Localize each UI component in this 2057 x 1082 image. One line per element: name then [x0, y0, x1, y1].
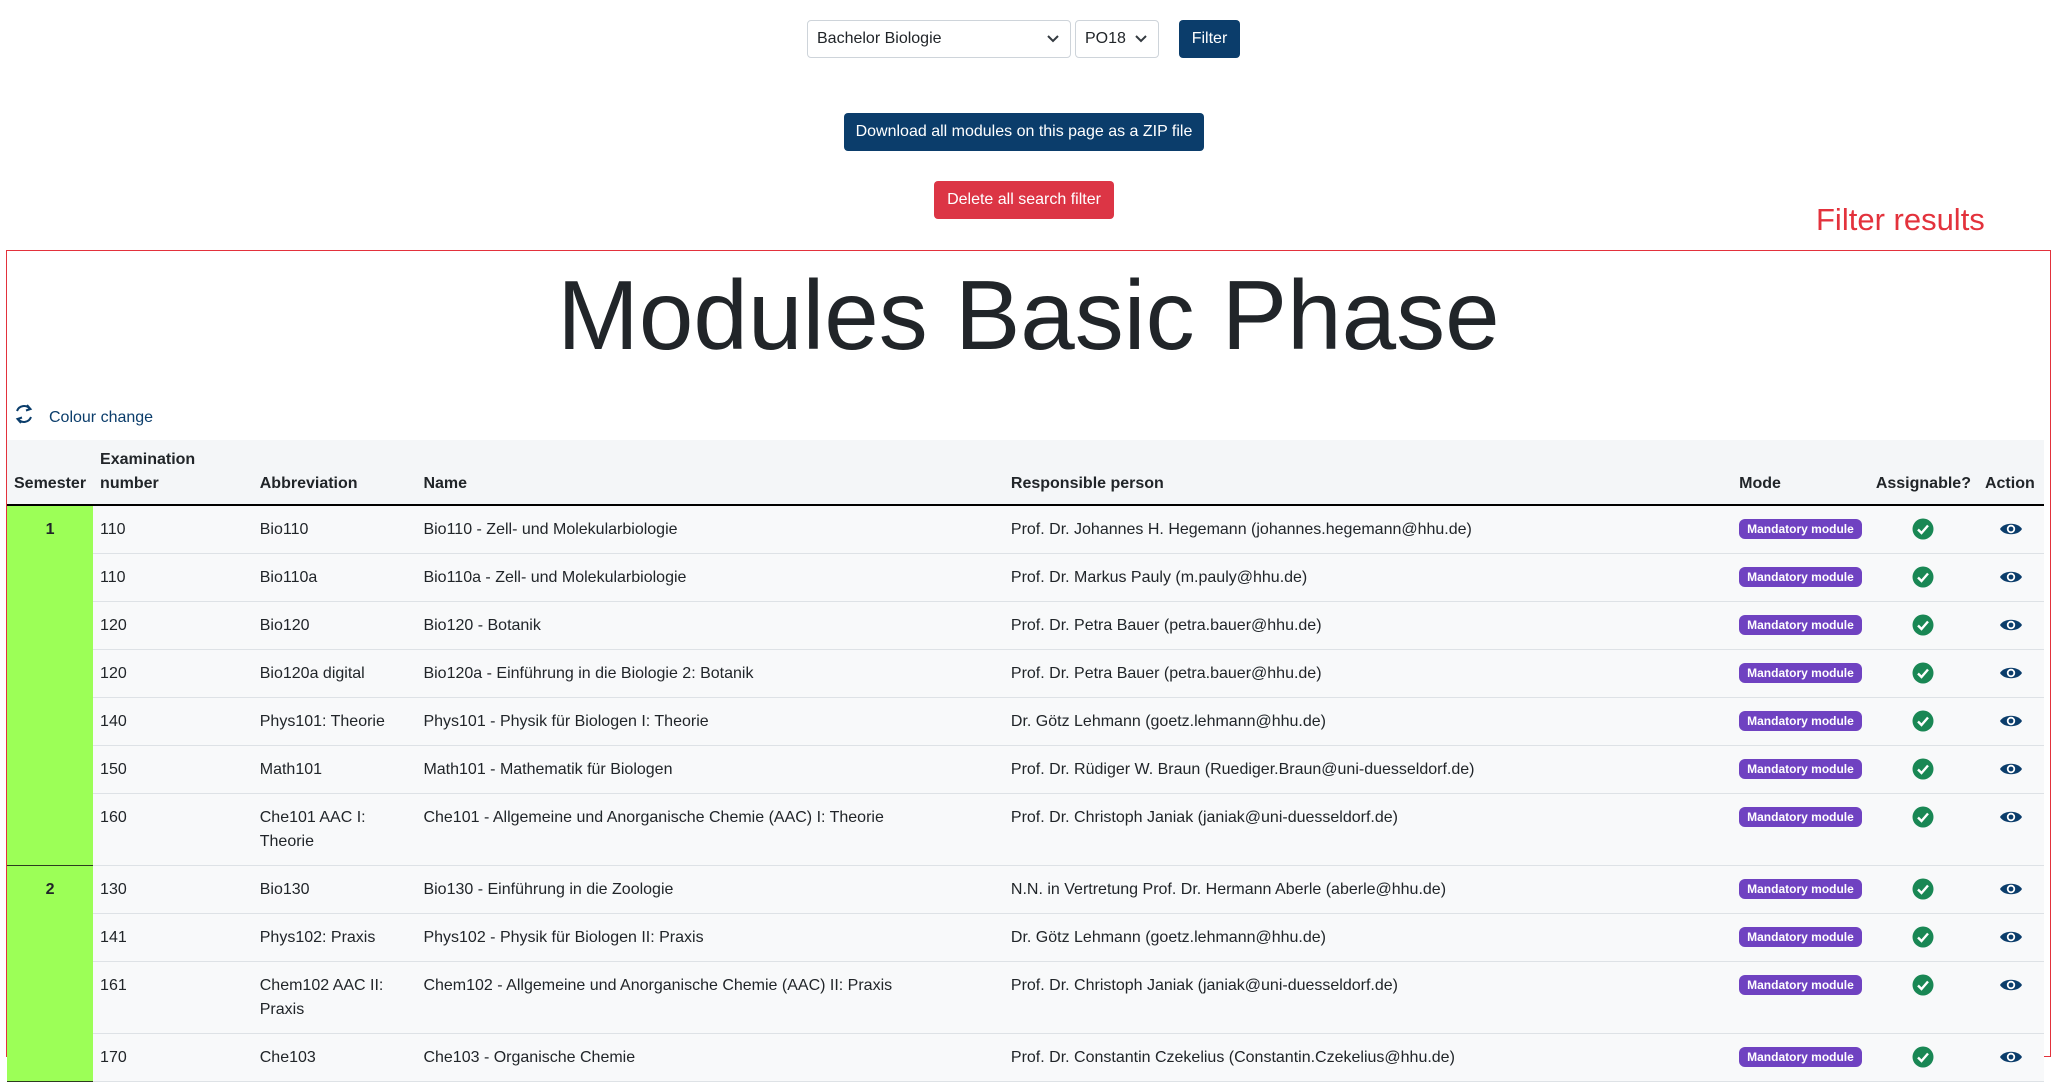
examination-number: 150	[100, 761, 127, 778]
responsible-person-cell	[1004, 746, 1732, 794]
examination-number: 110	[100, 521, 126, 538]
responsible-person-cell	[1004, 602, 1732, 650]
responsible-person: Prof. Dr. Markus Pauly (m.pauly@hhu.de)	[1010, 569, 1308, 586]
semester-cell: 2	[7, 866, 93, 1082]
mode-cell	[1732, 866, 1869, 914]
mode-badge: Mandatory module	[1739, 663, 1862, 683]
header-semester: Semester	[7, 440, 93, 505]
table-row	[7, 866, 2044, 914]
module-name: Bio130 - Einführung in die Zoologie	[423, 881, 674, 898]
module-name-cell	[416, 962, 1003, 1034]
module-name: Che101 - Allgemeine und Anorganische Chemie (AAC) I: Theorie	[423, 809, 884, 826]
refresh-icon	[13, 402, 35, 426]
check-circle-icon	[1912, 806, 1934, 836]
view-eye-icon[interactable]	[1999, 566, 2023, 596]
responsible-person-cell	[1004, 794, 1732, 866]
table-row	[7, 554, 2044, 602]
action-cell	[1978, 505, 2044, 554]
mode-badge: Mandatory module	[1739, 927, 1862, 947]
assignable-cell	[1869, 962, 1978, 1034]
mode-badge: Mandatory module	[1739, 519, 1862, 539]
mode-badge: Mandatory module	[1739, 615, 1862, 635]
module-name: Bio110 - Zell- und Molekularbiologie	[423, 521, 678, 538]
responsible-person-cell	[1004, 650, 1732, 698]
po-select-value: PO18	[1085, 30, 1126, 47]
module-name: Math101 - Mathematik für Biologen	[423, 761, 673, 778]
module-name: Bio110a - Zell- und Molekularbiologie	[423, 569, 687, 586]
view-eye-icon[interactable]	[1999, 974, 2023, 1004]
check-circle-icon	[1912, 974, 1934, 1004]
header-abbreviation: Abbreviation	[253, 440, 417, 505]
examination-number: 110	[100, 569, 126, 586]
table-header-row	[7, 440, 2044, 505]
check-circle-icon	[1912, 662, 1934, 692]
assignable-cell	[1869, 505, 1978, 554]
view-eye-icon[interactable]	[1999, 806, 2023, 836]
responsible-person-cell	[1004, 962, 1732, 1034]
abbreviation: Bio110a	[259, 569, 318, 586]
module-name-cell	[416, 746, 1003, 794]
module-name-cell	[416, 914, 1003, 962]
program-select[interactable]	[807, 20, 1071, 58]
responsible-person: Dr. Götz Lehmann (goetz.lehmann@hhu.de)	[1010, 929, 1326, 946]
delete-search-filter-button[interactable]: Delete all search filter	[934, 181, 1114, 219]
examination-number: 160	[100, 809, 127, 826]
filter-results-box	[6, 250, 2051, 1066]
examination-number-cell	[93, 962, 253, 1034]
header-exam-line2: number	[100, 475, 159, 492]
header-action: Action	[1978, 440, 2044, 505]
filter-results-label: Filter results	[1816, 202, 1985, 237]
responsible-person: Prof. Dr. Johannes H. Hegemann (johannes.hegemann@hhu.de)	[1010, 521, 1472, 538]
assignable-cell	[1869, 866, 1978, 914]
mode-badge: Mandatory module	[1739, 807, 1862, 827]
view-eye-icon[interactable]	[1999, 710, 2023, 740]
responsible-person-cell	[1004, 866, 1732, 914]
abbreviation: Che103	[259, 1049, 316, 1066]
module-name: Phys101 - Physik für Biologen I: Theorie	[423, 713, 709, 730]
view-eye-icon[interactable]	[1999, 662, 2023, 692]
examination-number: 140	[100, 713, 127, 730]
po-select[interactable]	[1075, 20, 1159, 58]
abbreviation: Bio120a digital	[259, 665, 365, 682]
header-name: Name	[416, 440, 1003, 505]
responsible-person-cell	[1004, 505, 1732, 554]
module-name-cell	[416, 1034, 1003, 1082]
responsible-person-cell	[1004, 554, 1732, 602]
action-cell	[1978, 650, 2044, 698]
mode-badge: Mandatory module	[1739, 879, 1862, 899]
check-circle-icon	[1912, 710, 1934, 740]
abbreviation-cell	[253, 505, 417, 554]
abbreviation-cell	[253, 794, 417, 866]
responsible-person-cell	[1004, 698, 1732, 746]
assignable-cell	[1869, 554, 1978, 602]
header-examination-number	[93, 440, 253, 505]
mode-badge: Mandatory module	[1739, 759, 1862, 779]
mode-cell	[1732, 602, 1869, 650]
action-cell	[1978, 698, 2044, 746]
page-title: Modules Basic Phase	[557, 260, 1500, 370]
action-cell	[1978, 746, 2044, 794]
action-cell	[1978, 794, 2044, 866]
module-name-cell	[416, 794, 1003, 866]
header-exam-line1: Examination	[100, 451, 196, 468]
module-name: Bio120 - Botanik	[423, 617, 541, 634]
responsible-person: Prof. Dr. Constantin Czekelius (Constantin.Czekelius@hhu.de)	[1010, 1049, 1455, 1066]
filter-button[interactable]: Filter	[1179, 20, 1240, 58]
abbreviation: Chem102 AAC II: Praxis	[259, 977, 384, 1018]
examination-number: 120	[100, 665, 127, 682]
check-circle-icon	[1912, 758, 1934, 788]
action-cell	[1978, 962, 2044, 1034]
download-zip-button[interactable]: Download all modules on this page as a ZIP file	[844, 113, 1204, 151]
examination-number-cell	[93, 698, 253, 746]
action-cell	[1978, 602, 2044, 650]
abbreviation: Math101	[259, 761, 323, 778]
check-circle-icon	[1912, 1046, 1934, 1076]
view-eye-icon[interactable]	[1999, 878, 2023, 908]
abbreviation: Bio130	[259, 881, 310, 898]
responsible-person: Dr. Götz Lehmann (goetz.lehmann@hhu.de)	[1010, 713, 1326, 730]
module-name: Che103 - Organische Chemie	[423, 1049, 636, 1066]
table-row	[7, 505, 2044, 554]
mode-cell	[1732, 505, 1869, 554]
mode-cell	[1732, 794, 1869, 866]
mode-badge: Mandatory module	[1739, 1047, 1862, 1067]
mode-cell	[1732, 650, 1869, 698]
abbreviation-cell	[253, 554, 417, 602]
abbreviation-cell	[253, 698, 417, 746]
table-row	[7, 602, 2044, 650]
assignable-cell	[1869, 1034, 1978, 1082]
table-row	[7, 914, 2044, 962]
view-eye-icon[interactable]	[1999, 758, 2023, 788]
abbreviation: Phys101: Theorie	[259, 713, 385, 730]
module-name-cell	[416, 698, 1003, 746]
table-row	[7, 962, 2044, 1034]
examination-number-cell	[93, 866, 253, 914]
module-name-cell	[416, 650, 1003, 698]
assignable-cell	[1869, 746, 1978, 794]
table-row	[7, 698, 2044, 746]
table-body	[7, 505, 2044, 1082]
table-row	[7, 794, 2044, 866]
responsible-person: Prof. Dr. Petra Bauer (petra.bauer@hhu.de)	[1010, 617, 1322, 634]
abbreviation: Bio110	[259, 521, 309, 538]
mode-badge: Mandatory module	[1739, 711, 1862, 731]
view-eye-icon[interactable]	[1999, 926, 2023, 956]
abbreviation-cell	[253, 914, 417, 962]
program-select-value: Bachelor Biologie	[817, 30, 942, 47]
abbreviation-cell	[253, 602, 417, 650]
abbreviation: Che101 AAC I: Theorie	[259, 809, 366, 850]
header-mode: Mode	[1732, 440, 1869, 505]
chevron-down-icon	[1134, 34, 1148, 44]
check-circle-icon	[1912, 566, 1934, 596]
module-name-cell	[416, 602, 1003, 650]
check-circle-icon	[1912, 878, 1934, 908]
module-name-cell	[416, 554, 1003, 602]
mode-badge: Mandatory module	[1739, 975, 1862, 995]
action-cell	[1978, 554, 2044, 602]
examination-number-cell	[93, 554, 253, 602]
table-row	[7, 746, 2044, 794]
examination-number-cell	[93, 1034, 253, 1082]
mode-cell	[1732, 1034, 1869, 1082]
examination-number: 120	[100, 617, 127, 634]
check-circle-icon	[1912, 926, 1934, 956]
module-name-cell	[416, 505, 1003, 554]
module-name: Bio120a - Einführung in die Biologie 2: Botanik	[423, 665, 754, 682]
examination-number-cell	[93, 794, 253, 866]
responsible-person: Prof. Dr. Rüdiger W. Braun (Ruediger.Braun@uni-duesseldorf.de)	[1010, 761, 1475, 778]
view-eye-icon[interactable]	[1999, 518, 2023, 548]
abbreviation: Bio120	[259, 617, 310, 634]
module-name: Chem102 - Allgemeine und Anorganische Chemie (AAC) II: Praxis	[423, 977, 893, 994]
responsible-person-cell	[1004, 1034, 1732, 1082]
responsible-person: Prof. Dr. Christoph Janiak (janiak@uni-duesseldorf.de)	[1010, 809, 1398, 826]
module-name: Phys102 - Physik für Biologen II: Praxis	[423, 929, 704, 946]
responsible-person: Prof. Dr. Petra Bauer (petra.bauer@hhu.de)	[1010, 665, 1322, 682]
examination-number: 161	[100, 977, 127, 994]
responsible-person: N.N. in Vertretung Prof. Dr. Hermann Aberle (aberle@hhu.de)	[1010, 881, 1447, 898]
abbreviation: Phys102: Praxis	[259, 929, 376, 946]
abbreviation-cell	[253, 1034, 417, 1082]
view-eye-icon[interactable]	[1999, 1046, 2023, 1076]
mode-cell	[1732, 914, 1869, 962]
examination-number: 141	[100, 929, 127, 946]
action-cell	[1978, 866, 2044, 914]
assignable-cell	[1869, 698, 1978, 746]
modules-table	[7, 440, 2044, 1082]
responsible-person-cell	[1004, 914, 1732, 962]
mode-cell	[1732, 554, 1869, 602]
examination-number-cell	[93, 505, 253, 554]
mode-cell	[1732, 698, 1869, 746]
mode-cell	[1732, 746, 1869, 794]
mode-cell	[1732, 962, 1869, 1034]
action-cell	[1978, 1034, 2044, 1082]
examination-number: 130	[100, 881, 127, 898]
view-eye-icon[interactable]	[1999, 614, 2023, 644]
abbreviation-cell	[253, 650, 417, 698]
check-circle-icon	[1912, 518, 1934, 548]
action-cell	[1978, 914, 2044, 962]
abbreviation-cell	[253, 866, 417, 914]
header-responsible-person: Responsible person	[1004, 440, 1732, 505]
examination-number-cell	[93, 650, 253, 698]
examination-number-cell	[93, 602, 253, 650]
responsible-person: Prof. Dr. Christoph Janiak (janiak@uni-duesseldorf.de)	[1010, 977, 1398, 994]
table-row	[7, 1034, 2044, 1082]
header-assignable: Assignable?	[1869, 440, 1978, 505]
abbreviation-cell	[253, 746, 417, 794]
table-row	[7, 650, 2044, 698]
check-circle-icon	[1912, 614, 1934, 644]
examination-number: 170	[100, 1049, 127, 1066]
chevron-down-icon	[1046, 34, 1060, 44]
module-name-cell	[416, 866, 1003, 914]
assignable-cell	[1869, 914, 1978, 962]
assignable-cell	[1869, 650, 1978, 698]
mode-badge: Mandatory module	[1739, 567, 1862, 587]
examination-number-cell	[93, 914, 253, 962]
examination-number-cell	[93, 746, 253, 794]
abbreviation-cell	[253, 962, 417, 1034]
assignable-cell	[1869, 602, 1978, 650]
assignable-cell	[1869, 794, 1978, 866]
semester-cell: 1	[7, 505, 93, 866]
colour-change-label: Colour change	[49, 409, 154, 426]
